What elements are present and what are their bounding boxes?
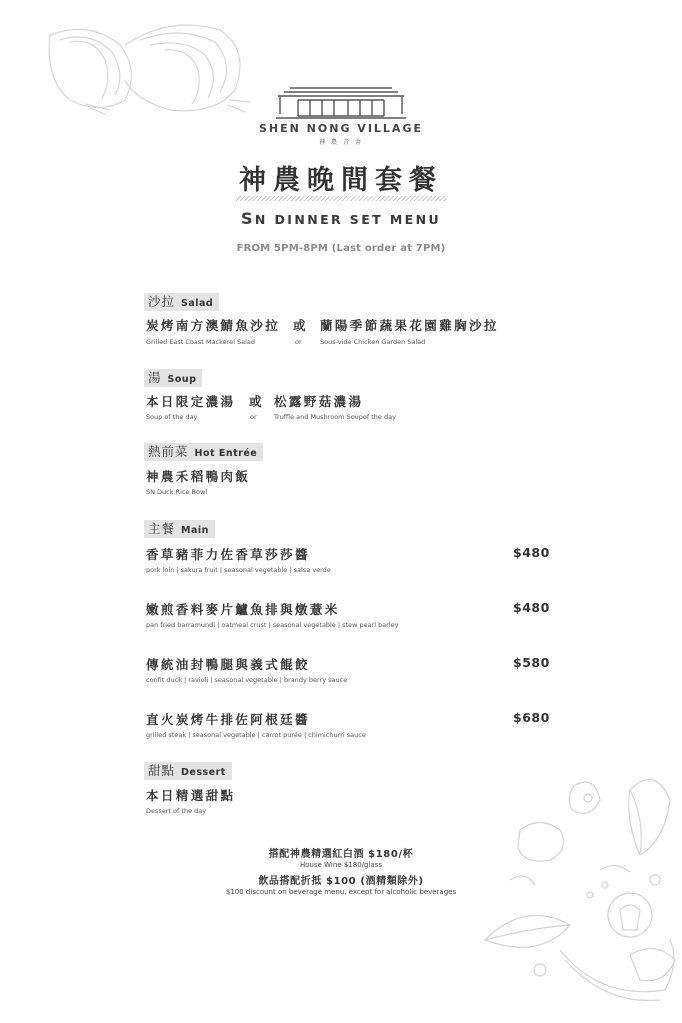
main-item-price: $480 (513, 545, 550, 560)
main-item-zh: 傳統油封鴨腿與義式餛餃 (146, 657, 310, 672)
house-wine-zh: 搭配神農精選紅白酒 $180/杯 (268, 849, 414, 860)
main-item-price: $680 (513, 710, 550, 725)
brand-name: SHEN NONG VILLAGE (259, 122, 423, 135)
section-zh: 沙拉 (148, 294, 176, 309)
section-en: Main (181, 525, 209, 536)
section-en: Dessert (181, 767, 226, 778)
main-item-price: $480 (513, 600, 550, 615)
section-zh: 湯 (148, 370, 162, 385)
section-header-hot-entree (144, 443, 263, 461)
section-header-soup (144, 369, 202, 387)
main-item-zh: 香草豬菲力佐香草莎莎醬 (146, 547, 310, 562)
main-item-zh: 嫩煎香料麥片鱸魚排與燉薏米 (146, 602, 340, 617)
beverage-discount-en: $100 discount on beverage menu, except for alcoholic beverages (225, 888, 457, 896)
brand-name-zh: 神 農 青 舍 (319, 139, 363, 146)
section-header-dessert (144, 762, 232, 780)
title-divider (236, 196, 446, 201)
salad-or-en: or (295, 338, 302, 346)
salad-option-a-en: Grilled East Coast Mackerel Salad (146, 338, 256, 346)
onion-illustration (30, 20, 260, 115)
soup-option-b-zh: 松露野菇濃湯 (274, 394, 364, 409)
beverage-discount-zh: 飲品搭配折抵 $100 (酒精類除外) (258, 876, 424, 887)
title-rest: N DINNER SET MENU (254, 212, 442, 227)
dessert-zh: 本日精選甜點 (146, 788, 236, 803)
dessert-en: Dessert of the day (146, 807, 207, 815)
section-en: Salad (181, 298, 214, 309)
house-wine-en: House Wine $180/glass (300, 861, 382, 869)
main-item-zh: 直火炭烤牛排佐阿根廷醬 (146, 712, 310, 727)
title-initial: S (240, 209, 255, 228)
main-item-en: pan fried barramundi | oatmeal crust | seasonal vegetable | stew pearl barley (146, 621, 399, 629)
soup-or-zh: 或 (249, 394, 264, 409)
salad-option-b-zh: 蘭陽季節蔬果花園雞胸沙拉 (320, 318, 499, 333)
section-en: Hot Entrée (194, 448, 258, 459)
page-title-en (0, 209, 682, 228)
hot-entree-en: SN Duck Rice Bowl (146, 488, 208, 496)
main-item-en: grilled steak | seasonal vegetable | carrot purée | chimichurri sauce (146, 731, 366, 739)
page-title-zh: 神農晚間套餐 (239, 165, 443, 196)
soup-or-en: or (250, 413, 257, 421)
main-item-price: $580 (513, 655, 550, 670)
salad-option-a-zh: 炭烤南方澳鯖魚沙拉 (146, 318, 281, 333)
service-hours: FROM 5PM-8PM (Last order at 7PM) (236, 243, 446, 254)
hot-entree-zh: 神農禾稻鴨肉飯 (146, 469, 251, 484)
salad-or-zh: 或 (293, 318, 308, 333)
main-item-en: pork loin | sakura fruit | seasonal vegetable | salsa verde (146, 566, 331, 574)
village-logo (276, 86, 406, 120)
soup-option-b-en: Truffle and Mushroom Soupof the day (274, 413, 396, 421)
section-zh: 甜點 (148, 763, 176, 778)
section-en: Soup (167, 374, 197, 385)
soup-option-a-en: Soup of the day (146, 413, 198, 421)
soup-option-a-zh: 本日限定濃湯 (146, 394, 236, 409)
salad-option-b-en: Sous-vide Chicken Garden Salad (320, 338, 426, 346)
section-header-salad (144, 293, 219, 311)
section-zh: 熱前菜 (148, 444, 189, 459)
section-header-main (144, 520, 215, 538)
section-zh: 主餐 (148, 521, 176, 536)
main-item-en: confit duck | ravioli | seasonal vegetable | brandy berry sauce (146, 676, 348, 684)
